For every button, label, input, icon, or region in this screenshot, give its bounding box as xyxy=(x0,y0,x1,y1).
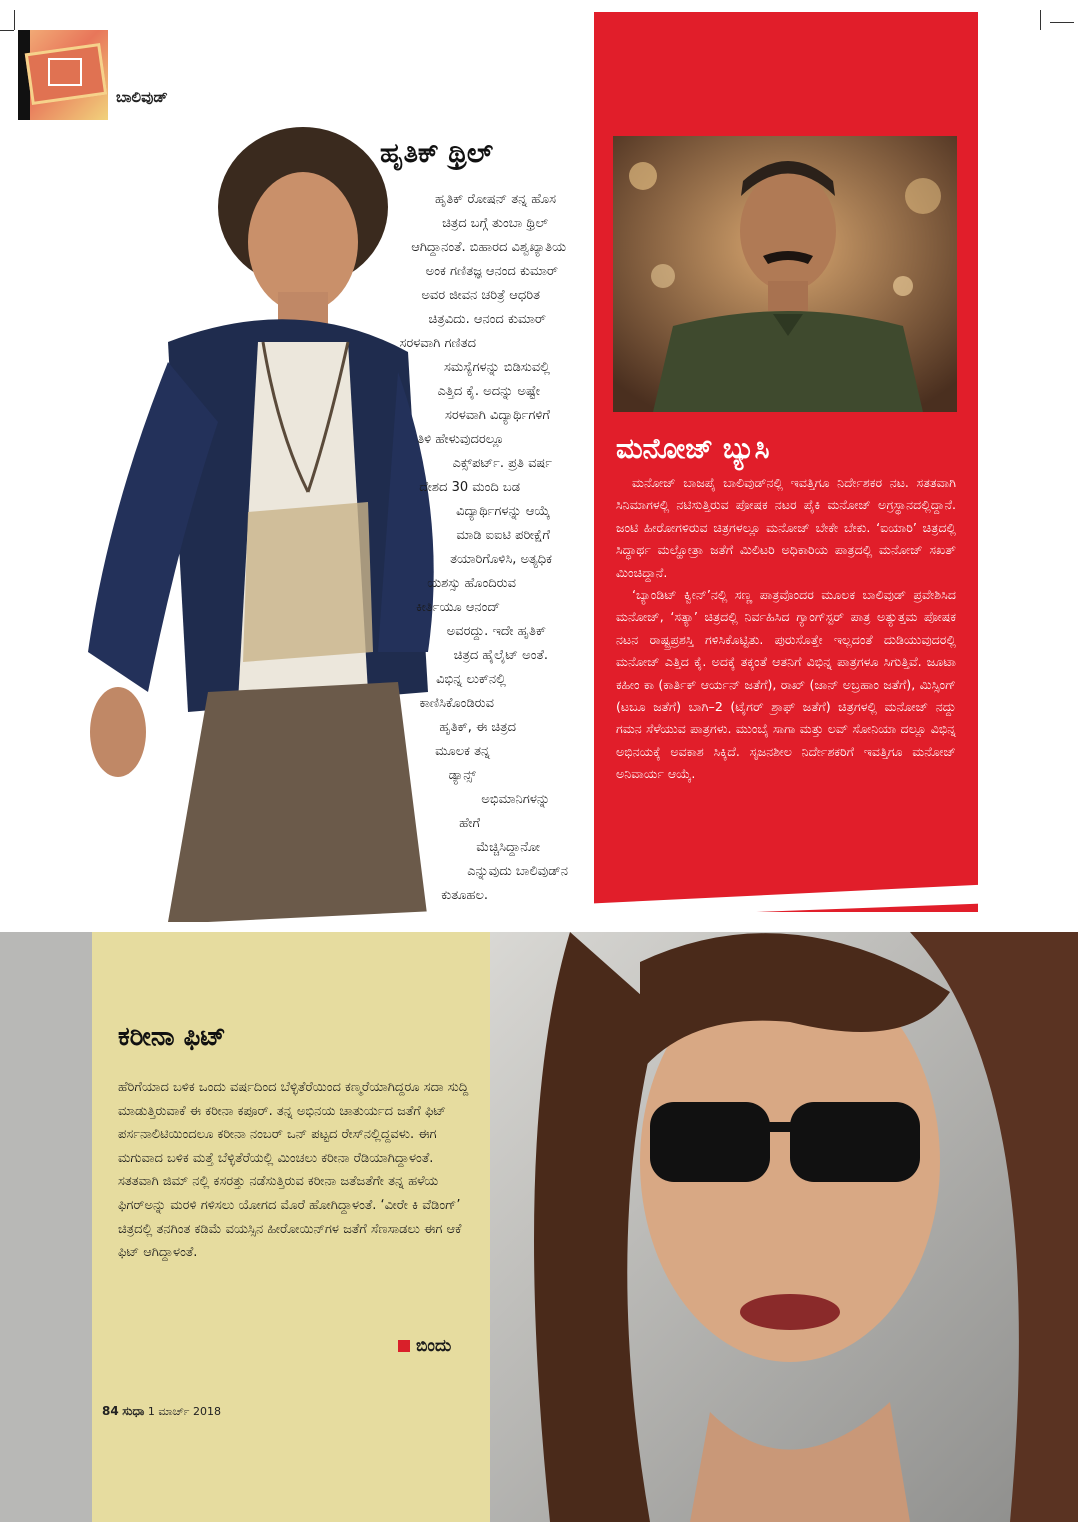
page-number: 84 xyxy=(102,1404,119,1418)
kareena-photo xyxy=(490,932,1078,1522)
article-line: ಅವರದ್ದು. ಇದೇ ಹೃತಿಕ್ xyxy=(446,624,546,639)
article-line: ಮೂಲಕ ತನ್ನ xyxy=(435,744,490,759)
article-line: ಅವರ ಜೀವನ ಚರಿತ್ರೆ ಆಧರಿತ xyxy=(421,288,540,303)
crop-mark xyxy=(0,30,14,31)
manoj-paragraph: ‘ಬ್ಯಾಂಡಿಟ್ ಕ್ವೀನ್’ನಲ್ಲಿ ಸಣ್ಣ ಪಾತ್ರವೊಂದರ ಮೂಲಕ ಬಾಲಿವುಡ್ ಪ್ರವೇಶಿಸಿದ ಮನೋಜ್, ‘ಸತ್ಯಾ’ ಚಿತ್ರದಲ್ಲಿ ನಿರ್ವಹಿಸಿದ ಗ್ಯಾಂಗ್‌ಸ್ಟರ್ ಪಾತ್ರ ಅತ್ಯುತ್ತಮ ಪೋಷಕ ನಟನ ರಾಷ್ಟ್ರಪ್ರಶಸ್ತಿ ಗಳಿಸಿಕೊಟ್ಟಿತು. ಪುರುಸೊತ್ತೇ ಇಲ್ಲದಂತೆ ದುಡಿಯುವುದರಲ್ಲಿ ಮನೋಜ್ ಎತ್ತಿದ ಕೈ. ಅದಕ್ಕೆ ತಕ್ಕಂತೆ ಆತನಿಗೆ ವಿಭಿನ್ನ ಪಾತ್ರಗಳೂ ಸಿಗುತ್ತಿವೆ. ಜೂಟಾ ಕಹೀಂ ಕಾ (ಕಾರ್ತಿಕ್ ಆರ್ಯನ್ ಜತೆಗೆ), ರಾಖ್ (ಜಾನ್ ಅಬ್ರಹಾಂ ಜತೆಗೆ), ಮಿಸ್ಸಿಂಗ್ (ಟಬೂ ಜತೆಗೆ) ಬಾಗಿ–2 (ಟೈಗರ್ ಶ್ರಾಫ್ ಜತೆಗೆ) ಚಿತ್ರಗಳಲ್ಲಿ ಮನೋಜ್ ನದ್ದು ಗಮನ ಸೆಳೆಯುವ ಪಾತ್ರಗಳು. ಮುಂಬೈ ಸಾಗಾ ಮತ್ತು ಲವ್ ಸೋನಿಯಾ ದಲ್ಲೂ ವಿಭಿನ್ನ ಅಭಿನಯಕ್ಕೆ ಅವಕಾಶ ಸಿಕ್ಕಿದೆ. ಸೃಜನಶೀಲ ನಿರ್ದೇಶಕರಿಗೆ ಇವತ್ತಿಗೂ ಮನೋಜ್ ಅನಿವಾರ್ಯ ಆಯ್ಕೆ. xyxy=(616,587,956,782)
manoj-paragraph: ಮನೋಜ್ ಬಾಜಪೈ ಬಾಲಿವುಡ್‌ನಲ್ಲಿ ಇವತ್ತಿಗೂ ನಿರ್ದೇಶಕರ ನಟ. ಸತತವಾಗಿ ಸಿನಿಮಾಗಳಲ್ಲಿ ನಟಿಸುತ್ತಿರುವ ಪೋಷಕ ನಟರ ಪೈಕಿ ಮನೋಜ್ ಅಗ್ರಸ್ಥಾನದಲ್ಲಿದ್ದಾನೆ. ಜಂಟಿ ಹೀರೋಗಳಿರುವ ಚಿತ್ರಗಳಲ್ಲೂ ಮನೋಜ್ ಬೇಕೇ ಬೇಕು. ‘ಐಯಾರಿ’ ಚಿತ್ರದಲ್ಲಿ ಸಿದ್ಧಾರ್ಥ ಮಲ್ಹೋತ್ರಾ ಜತೆಗೆ ಮಿಲಿಟರಿ ಅಧಿಕಾರಿಯ ಪಾತ್ರದಲ್ಲಿ ಮನೋಜ್ ಸಖತ್ ಮಿಂಚಿದ್ದಾನೆ. xyxy=(616,475,956,580)
manoj-photo xyxy=(613,136,957,412)
manoj-headline: ಮನೋಜ್ ಬ್ಯುಸಿ xyxy=(616,432,770,465)
author-name: ಬಿಂದು xyxy=(416,1336,452,1356)
divider-band xyxy=(0,880,1078,940)
article-line: ಹೇಗೆ xyxy=(459,816,480,831)
article-line: ತಯಾರಿಗೊಳಿಸಿ, ಅತ್ಯಧಿಕ xyxy=(450,552,552,567)
bullet-square-icon xyxy=(398,1340,410,1352)
magazine-name: ಸುಧಾ xyxy=(122,1404,145,1418)
kareena-headline: ಕರೀನಾ ಫಿಟ್ xyxy=(118,1022,226,1052)
kareena-article-body: ಹೆರಿಗೆಯಾದ ಬಳಿಕ ಒಂದು ವರ್ಷದಿಂದ ಬೆಳ್ಳಿತೆರೆಯಿಂದ ಕಣ್ಮರೆಯಾಗಿದ್ದರೂ ಸದಾ ಸುದ್ದಿ ಮಾಡುತ್ತಿರುವಾಕೆ ಈ ಕರೀನಾ ಕಪೂರ್. ತನ್ನ ಅಭಿನಯ ಚಾತುರ್ಯದ ಜತೆಗೆ ಫಿಟ್ ಪರ್ಸನಾಲಿಟಿಯಿಂದಲೂ ಕರೀನಾ ನಂಬರ್ ಒನ್ ಪಟ್ಟದ ರೇಸ್‌ನಲ್ಲಿದ್ದವಳು. ಈಗ ಮಗುವಾದ ಬಳಿಕ ಮತ್ತೆ ಬೆಳ್ಳಿತೆರೆಯಲ್ಲಿ ಮಿಂಚಲು ಕರೀನಾ ರೆಡಿಯಾಗಿದ್ದಾಳಂತೆ. ಸತತವಾಗಿ ಜಿಮ್ ನಲ್ಲಿ ಕಸರತ್ತು ನಡೆಸುತ್ತಿರುವ ಕರೀನಾ ಜತೆಜತೆಗೇ ತನ್ನ ಹಳೆಯ ಫಿಗರ್‌ಅನ್ನು ಮರಳಿ ಗಳಿಸಲು ಯೋಗದ ಮೊರೆ ಹೋಗಿದ್ದಾಳಂತೆ. ‘ವೀರೇ ಕಿ ವೆಡಿಂಗ್’ ಚಿತ್ರದಲ್ಲಿ ತನಗಿಂತ ಕಡಿಮೆ ವಯಸ್ಸಿನ ಹೀರೋಯಿನ್‌ಗಳ ಜತೆಗೆ ಸೆಣಸಾಡಲು ಈಗ ಆಕೆ ಫಿಟ್ ಆಗಿದ್ದಾಳಂತೆ. xyxy=(118,1080,469,1261)
article-line: ಎನ್ನುವುದು ಬಾಲಿವುಡ್‌ನ xyxy=(467,864,568,879)
article-line: ಎಕ್ಸ್‌ಪರ್ಟ್. ಪ್ರತಿ ವರ್ಷ xyxy=(452,456,552,471)
article-line: ಡ್ಯಾನ್ಸ್ xyxy=(448,768,476,783)
article-line: ಹೃತಿಕ್, ಈ ಚಿತ್ರದ xyxy=(439,720,516,735)
article-line: ಸಮಸ್ಯೆಗಳನ್ನು ಬಿಡಿಸುವಲ್ಲಿ xyxy=(444,360,550,375)
kareena-background-strip xyxy=(0,932,92,1522)
author-byline xyxy=(398,1336,451,1356)
article-line: ದೇಶದ 30 ಮಂದಿ ಬಡ xyxy=(419,480,520,495)
hrithik-headline: ಹೃತಿಕ್ ಥ್ರಿಲ್ xyxy=(380,138,494,169)
article-line: ತಿಳಿ ಹೇಳುವುದರಲ್ಲೂ xyxy=(417,432,504,447)
manoj-article-body xyxy=(616,472,956,786)
article-line: ಎತ್ತಿದ ಕೈ. ಅದನ್ನು ಅಷ್ಟೇ xyxy=(437,384,540,399)
article-line: ಮಾಡಿ ಐಐಟಿ ಪರೀಕ್ಷೆಗೆ xyxy=(456,528,550,543)
hrithik-article-body xyxy=(0,188,580,908)
article-line: ಸರಳವಾಗಿ ಗಣಿತದ xyxy=(399,336,476,351)
crop-mark xyxy=(14,10,15,30)
crop-mark xyxy=(1050,22,1074,23)
article-line: ಯಶಸ್ಸು ಹೊಂದಿರುವ xyxy=(427,576,516,591)
article-line: ಚಿತ್ರದ ಹೈಲೈಟ್ ಅಂತೆ. xyxy=(453,648,548,663)
article-line: ಕುತೂಹಲ. xyxy=(441,888,488,903)
article-line: ಚಿತ್ರವಿದು. ಆನಂದ ಕುಮಾರ್ xyxy=(428,312,546,327)
article-line: ವಿದ್ಯಾರ್ಥಿಗಳನ್ನು ಆಯ್ಕೆ xyxy=(456,504,550,519)
article-line: ಅಂಕ ಗಣಿತಜ್ಞ ಆನಂದ ಕುಮಾರ್ xyxy=(425,264,558,279)
issue-date: 1 ಮಾರ್ಚ್ 2018 xyxy=(147,1405,221,1418)
article-line: ಸರಳವಾಗಿ ವಿದ್ಯಾರ್ಥಿಗಳಿಗೆ xyxy=(445,408,550,423)
article-line: ಚಿತ್ರದ ಬಗ್ಗೆ ತುಂಬಾ ಥ್ರಿಲ್ xyxy=(442,216,548,231)
article-line: ಆಗಿದ್ದಾನಂತೆ. ಬಿಹಾರದ ವಿಶ್ವಖ್ಯಾತಿಯ xyxy=(411,240,566,255)
article-line: ವಿಭಿನ್ನ ಲುಕ್‌ನಲ್ಲಿ xyxy=(436,672,506,687)
article-line: ಮೆಚ್ಚಿಸಿದ್ದಾನೋ xyxy=(476,840,540,855)
article-line: ಕಾಣಿಸಿಕೊಂಡಿರುವ xyxy=(419,696,494,711)
article-line: ಕೀರ್ತಿಯೂ ಆನಂದ್ xyxy=(416,600,500,615)
crop-mark xyxy=(1040,10,1041,30)
section-label: ಬಾಲಿವುಡ್ xyxy=(116,88,168,106)
article-line: ಅಭಿಮಾನಿಗಳನ್ನು xyxy=(481,792,550,807)
page-footer xyxy=(102,1404,221,1419)
article-line: ಹೃತಿಕ್ ರೋಷನ್ ತನ್ನ ಹೊಸ xyxy=(434,192,556,207)
